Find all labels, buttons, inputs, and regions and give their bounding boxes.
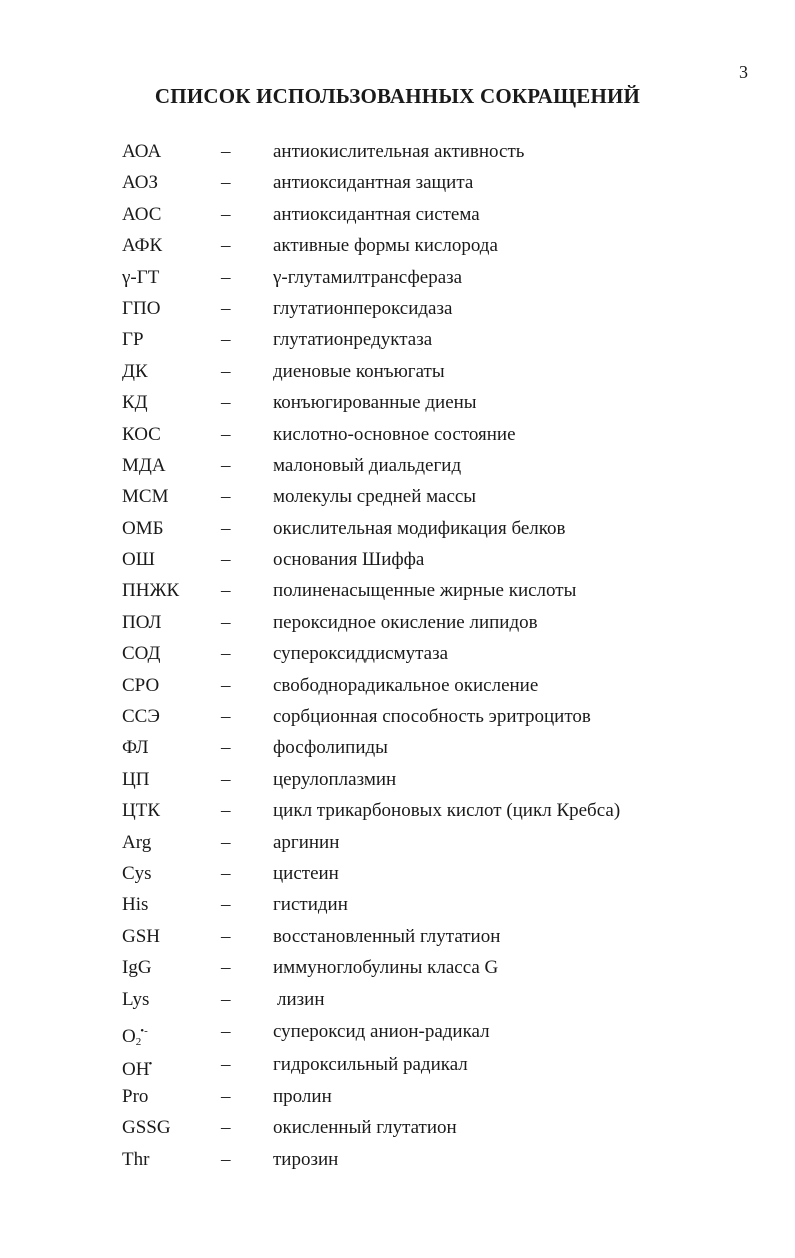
abbreviation-row	[0, 984, 795, 1015]
abbreviation-definition: сорбционная способность эритроцитов	[273, 706, 591, 728]
abbreviation-row	[0, 1048, 795, 1081]
abbreviation-term: ССЭ	[122, 706, 160, 728]
abbreviation-dash: –	[221, 988, 231, 1010]
abbreviation-definition: аргинин	[273, 831, 340, 853]
abbreviation-dash: –	[221, 580, 231, 602]
abbreviation-row	[0, 481, 795, 512]
abbreviation-term: Pro	[122, 1085, 149, 1107]
abbreviation-dash: –	[221, 611, 231, 633]
abbreviation-dash: –	[221, 1148, 231, 1170]
abbreviation-term: ЦТК	[122, 800, 160, 822]
abbreviation-term: ПОЛ	[122, 611, 162, 633]
abbreviation-definition: окисленный глутатион	[273, 1117, 457, 1139]
abbreviation-row	[0, 167, 795, 198]
abbreviation-term: КД	[122, 392, 148, 414]
abbreviation-row	[0, 732, 795, 763]
abbreviation-definition: кислотно-основное состояние	[273, 423, 516, 445]
abbreviation-row	[0, 1112, 795, 1143]
abbreviation-row	[0, 921, 795, 952]
abbreviation-definition: малоновый диальдегид	[273, 454, 462, 476]
abbreviation-row	[0, 952, 795, 983]
abbreviation-row	[0, 387, 795, 418]
abbreviation-term: СРО	[122, 674, 160, 696]
abbreviation-definition: окислительная модификация белков	[273, 517, 566, 539]
abbreviation-row	[0, 1144, 795, 1175]
abbreviation-row	[0, 293, 795, 324]
abbreviation-definition: иммуноглобулины класса G	[273, 957, 499, 979]
abbreviation-row	[0, 1015, 795, 1048]
abbreviation-definition: конъюгированные диены	[273, 392, 477, 414]
abbreviation-row	[0, 1081, 795, 1112]
abbreviation-row	[0, 199, 795, 230]
abbreviation-definition: молекулы средней массы	[273, 486, 477, 508]
abbreviation-term: МДА	[122, 454, 166, 476]
abbreviation-dash: –	[221, 329, 231, 351]
abbreviation-dash: –	[221, 517, 231, 539]
abbreviation-term: АОС	[122, 203, 162, 225]
abbreviation-dash: –	[221, 172, 231, 194]
abbreviation-term: Cys	[122, 862, 152, 884]
abbreviation-definition: активные формы кислорода	[273, 235, 498, 257]
abbreviation-dash: –	[221, 643, 231, 665]
abbreviation-term: МСМ	[122, 486, 169, 508]
abbreviation-dash: –	[221, 706, 231, 728]
abbreviation-dash: –	[221, 768, 231, 790]
abbreviation-definition: пероксидное окисление липидов	[273, 611, 538, 633]
abbreviation-dash: –	[221, 392, 231, 414]
abbreviation-definition: глутатионредуктаза	[273, 329, 433, 351]
abbreviation-row	[0, 544, 795, 575]
abbreviation-term: ЦП	[122, 768, 150, 790]
abbreviation-row	[0, 450, 795, 481]
abbreviation-dash: –	[221, 454, 231, 476]
abbreviation-row	[0, 356, 795, 387]
term-base: OH	[122, 1058, 150, 1080]
abbreviation-row	[0, 419, 795, 450]
abbreviation-definition: цистеин	[273, 862, 339, 884]
abbreviation-row	[0, 575, 795, 606]
abbreviation-dash: –	[221, 925, 231, 947]
abbreviation-definition: антиоксидантная система	[273, 203, 480, 225]
abbreviation-dash: –	[221, 737, 231, 759]
abbreviation-term: γ-ГТ	[122, 266, 160, 288]
abbreviation-definition: супероксид анион-радикал	[273, 1020, 490, 1042]
abbreviation-term: ФЛ	[122, 737, 149, 759]
abbreviation-dash: –	[221, 266, 231, 288]
abbreviation-row	[0, 889, 795, 920]
abbreviation-definition: гидроксильный радикал	[273, 1053, 468, 1075]
abbreviation-dash: –	[221, 1053, 231, 1075]
abbreviation-dash: –	[221, 486, 231, 508]
abbreviation-dash: –	[221, 297, 231, 319]
term-superscript: •-	[140, 1024, 148, 1037]
abbreviation-term: ОШ	[122, 549, 155, 571]
abbreviation-dash: –	[221, 800, 231, 822]
abbreviation-term: IgG	[122, 957, 152, 979]
abbreviation-dash: –	[221, 141, 231, 162]
abbreviation-dash: –	[221, 831, 231, 853]
abbreviation-term: Arg	[122, 831, 152, 853]
abbreviation-term: ГПО	[122, 297, 161, 319]
abbreviation-definition: основания Шиффа	[273, 549, 425, 571]
abbreviation-definition: тирозин	[273, 1148, 339, 1170]
abbreviation-dash: –	[221, 549, 231, 571]
abbreviation-dash: –	[221, 235, 231, 257]
abbreviation-row	[0, 136, 795, 167]
abbreviation-dash: –	[221, 423, 231, 445]
abbreviation-term: GSH	[122, 925, 161, 947]
abbreviation-definition: лизин	[277, 988, 325, 1010]
abbreviation-term: GSSG	[122, 1117, 171, 1139]
abbreviation-term: ОМБ	[122, 517, 164, 539]
abbreviation-row	[0, 230, 795, 261]
page-title: СПИСОК ИСПОЛЬЗОВАННЫХ СОКРАЩЕНИЙ	[154, 84, 641, 108]
page-number: 3	[739, 62, 748, 82]
term-subscript: 2	[135, 1035, 142, 1048]
abbreviation-definition: фосфолипиды	[273, 737, 388, 759]
abbreviation-row	[0, 764, 795, 795]
abbreviation-term: ГР	[122, 329, 144, 351]
abbreviation-row	[0, 827, 795, 858]
abbreviation-definition: диеновые конъюгаты	[273, 360, 445, 382]
abbreviation-dash: –	[221, 1020, 231, 1042]
abbreviation-term: АОЗ	[122, 172, 159, 194]
abbreviation-definition: полиненасыщенные жирные кислоты	[273, 580, 577, 602]
abbreviation-row	[0, 638, 795, 669]
abbreviation-term: ДК	[122, 360, 148, 382]
abbreviation-dash: –	[221, 862, 231, 884]
abbreviation-definition: пролин	[273, 1085, 332, 1107]
abbreviation-term: Thr	[122, 1148, 150, 1170]
abbreviation-definition: γ-глутамилтрансфераза	[273, 266, 463, 288]
abbreviation-definition: свободнорадикальное окисление	[273, 674, 539, 696]
abbreviation-term: КОС	[122, 423, 161, 445]
abbreviation-term: СОД	[122, 643, 161, 665]
abbreviation-row	[0, 262, 795, 293]
abbreviation-dash: –	[221, 1085, 231, 1107]
abbreviation-term: АОА	[122, 141, 162, 162]
abbreviation-definition: антиокислительная активность	[273, 141, 525, 162]
abbreviation-term: His	[122, 894, 149, 916]
abbreviation-row	[0, 513, 795, 544]
abbreviation-definition: глутатионпероксидаза	[273, 297, 453, 319]
abbreviation-definition: супероксиддисмутаза	[273, 643, 449, 665]
term-superscript: •	[148, 1057, 153, 1070]
abbreviation-row	[0, 701, 795, 732]
abbreviation-definition: цикл трикарбоновых кислот (цикл Кребса)	[273, 800, 621, 822]
abbreviation-definition: церулоплазмин	[273, 768, 397, 790]
abbreviation-dash: –	[221, 360, 231, 382]
abbreviation-definition: гистидин	[273, 894, 348, 916]
abbreviation-dash: –	[221, 957, 231, 979]
abbreviation-row	[0, 607, 795, 638]
abbreviation-list	[0, 136, 795, 1175]
abbreviation-row	[0, 670, 795, 701]
abbreviation-dash: –	[221, 674, 231, 696]
abbreviation-definition: антиоксидантная защита	[273, 172, 474, 194]
term-base: O	[122, 1025, 136, 1047]
abbreviation-term: АФК	[122, 235, 163, 257]
abbreviation-row	[0, 795, 795, 826]
abbreviation-dash: –	[221, 894, 231, 916]
abbreviation-term: Lys	[122, 988, 150, 1010]
abbreviation-dash: –	[221, 203, 231, 225]
abbreviation-row	[0, 858, 795, 889]
abbreviation-row	[0, 324, 795, 355]
abbreviation-dash: –	[221, 1117, 231, 1139]
abbreviation-term: ПНЖК	[122, 580, 180, 602]
abbreviation-definition: восстановленный глутатион	[273, 925, 501, 947]
